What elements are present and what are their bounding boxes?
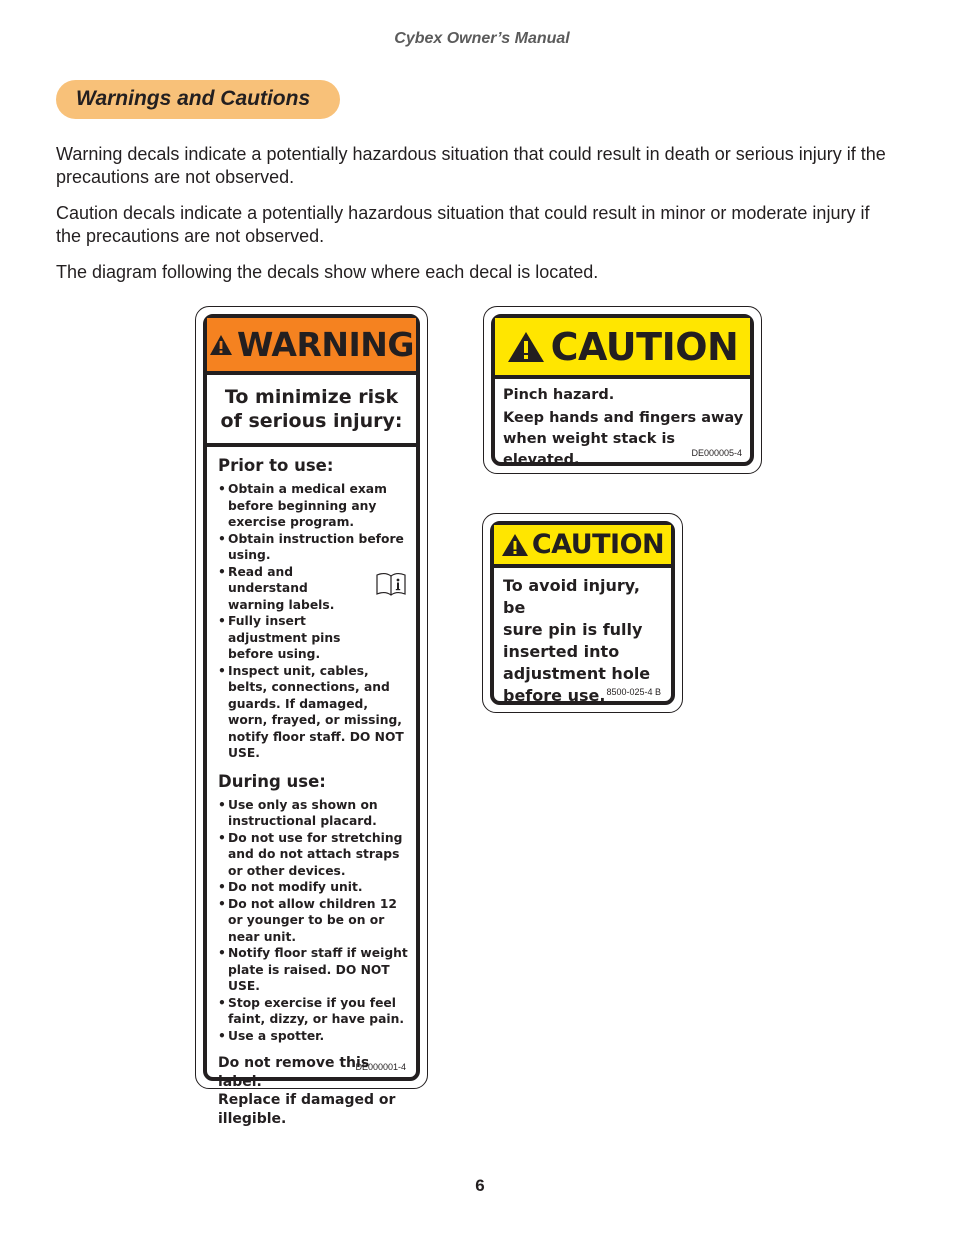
during-use-title: During use: <box>218 771 326 791</box>
caution-line: sure pin is fully <box>503 620 643 639</box>
caution-line: when weight stack is elevated. <box>503 431 676 468</box>
manual-info-icon <box>376 572 406 596</box>
warning-heading <box>207 375 416 447</box>
list-item: • Read and understand warning labels. <box>218 564 410 614</box>
warning-body <box>218 456 410 1128</box>
warning-header-bar <box>207 318 416 375</box>
diagram-note-paragraph: The diagram following the decals show where each decal is located. <box>56 262 599 282</box>
caution-signal-word: CAUTION <box>550 324 739 369</box>
list-item: • Use a spotter. <box>218 1028 410 1045</box>
warning-heading-line: of serious injury: <box>220 410 403 432</box>
section-heading: Warnings and Cautions <box>56 80 340 119</box>
warning-heading-line: To minimize risk <box>224 386 399 408</box>
caution-signal-word: CAUTION <box>531 529 665 560</box>
list-item: • Do not allow children 12 or younger to be on or near unit. <box>218 896 410 946</box>
pin-caution-decal <box>482 513 683 713</box>
list-item: • Do not use for stretching and do not attach straps or other devices. <box>218 830 410 880</box>
warning-definition-paragraph: Warning decals indicate a potentially hazardous situation that could result in death or serious injury if the precautions are not observed. <box>56 144 886 187</box>
caution-decal-code: DE000005-4 <box>691 448 742 458</box>
prior-to-use-title: Prior to use: <box>218 456 334 475</box>
pinch-hazard-caution-decal <box>483 306 762 474</box>
caution-line: before use. <box>503 686 606 705</box>
caution-line: adjustment hole <box>503 664 651 683</box>
list-item: • Obtain instruction before using. <box>218 531 410 564</box>
during-use-list <box>218 797 410 1045</box>
caution-line: Keep hands and fingers away <box>503 410 744 426</box>
list-item: • Use only as shown on instructional placard. <box>218 797 410 830</box>
caution-line: To avoid injury, be <box>503 576 640 617</box>
warning-signal-word: WARNING <box>237 325 414 364</box>
manual-title: Cybex Owner’s Manual <box>394 30 570 47</box>
caution-definition-paragraph: Caution decals indicate a potentially hazardous situation that could result in minor or moderate injury if the precautions are not observed. <box>56 203 870 246</box>
caution-line: Pinch hazard. <box>503 387 615 403</box>
list-item: • Notify floor staff if weight plate is raised. DO NOT USE. <box>218 945 410 995</box>
warning-triangle-icon <box>209 334 233 356</box>
caution-decal-panel <box>491 314 754 466</box>
pinch-hazard-text <box>503 385 746 471</box>
prior-to-use-list <box>218 481 410 762</box>
warning-decal-panel <box>203 314 420 1127</box>
warning-decal-code: DE000001-4 <box>355 1062 406 1072</box>
list-item: • Do not modify unit. <box>218 879 410 896</box>
warning-footer-line: Do not remove this label. <box>218 1055 370 1090</box>
caution-line: inserted into <box>503 642 620 661</box>
caution-header-bar <box>494 525 671 568</box>
caution-triangle-icon <box>507 331 545 363</box>
page-number: 6 <box>475 1176 485 1195</box>
caution-header-bar <box>495 318 750 379</box>
warning-footer-line: Replace if damaged or <box>218 1092 396 1108</box>
caution-decal-code: 8500-025-4 B <box>606 687 661 697</box>
list-item: • Inspect unit, cables, belts, connections, and guards. If damaged, worn, frayed, or missing, notify floor staff. DO NOT USE. <box>218 663 410 762</box>
warning-footer-line: illegible. <box>218 1110 287 1127</box>
list-item: • Fully insert adjustment pins before using. <box>218 613 410 663</box>
list-item: • Obtain a medical exam before beginning any exercise program. <box>218 481 410 531</box>
caution-decal-panel <box>490 521 675 705</box>
caution-triangle-icon <box>501 533 529 557</box>
warning-decal <box>195 306 428 1127</box>
list-item: • Stop exercise if you feel faint, dizzy, or have pain. <box>218 995 410 1028</box>
